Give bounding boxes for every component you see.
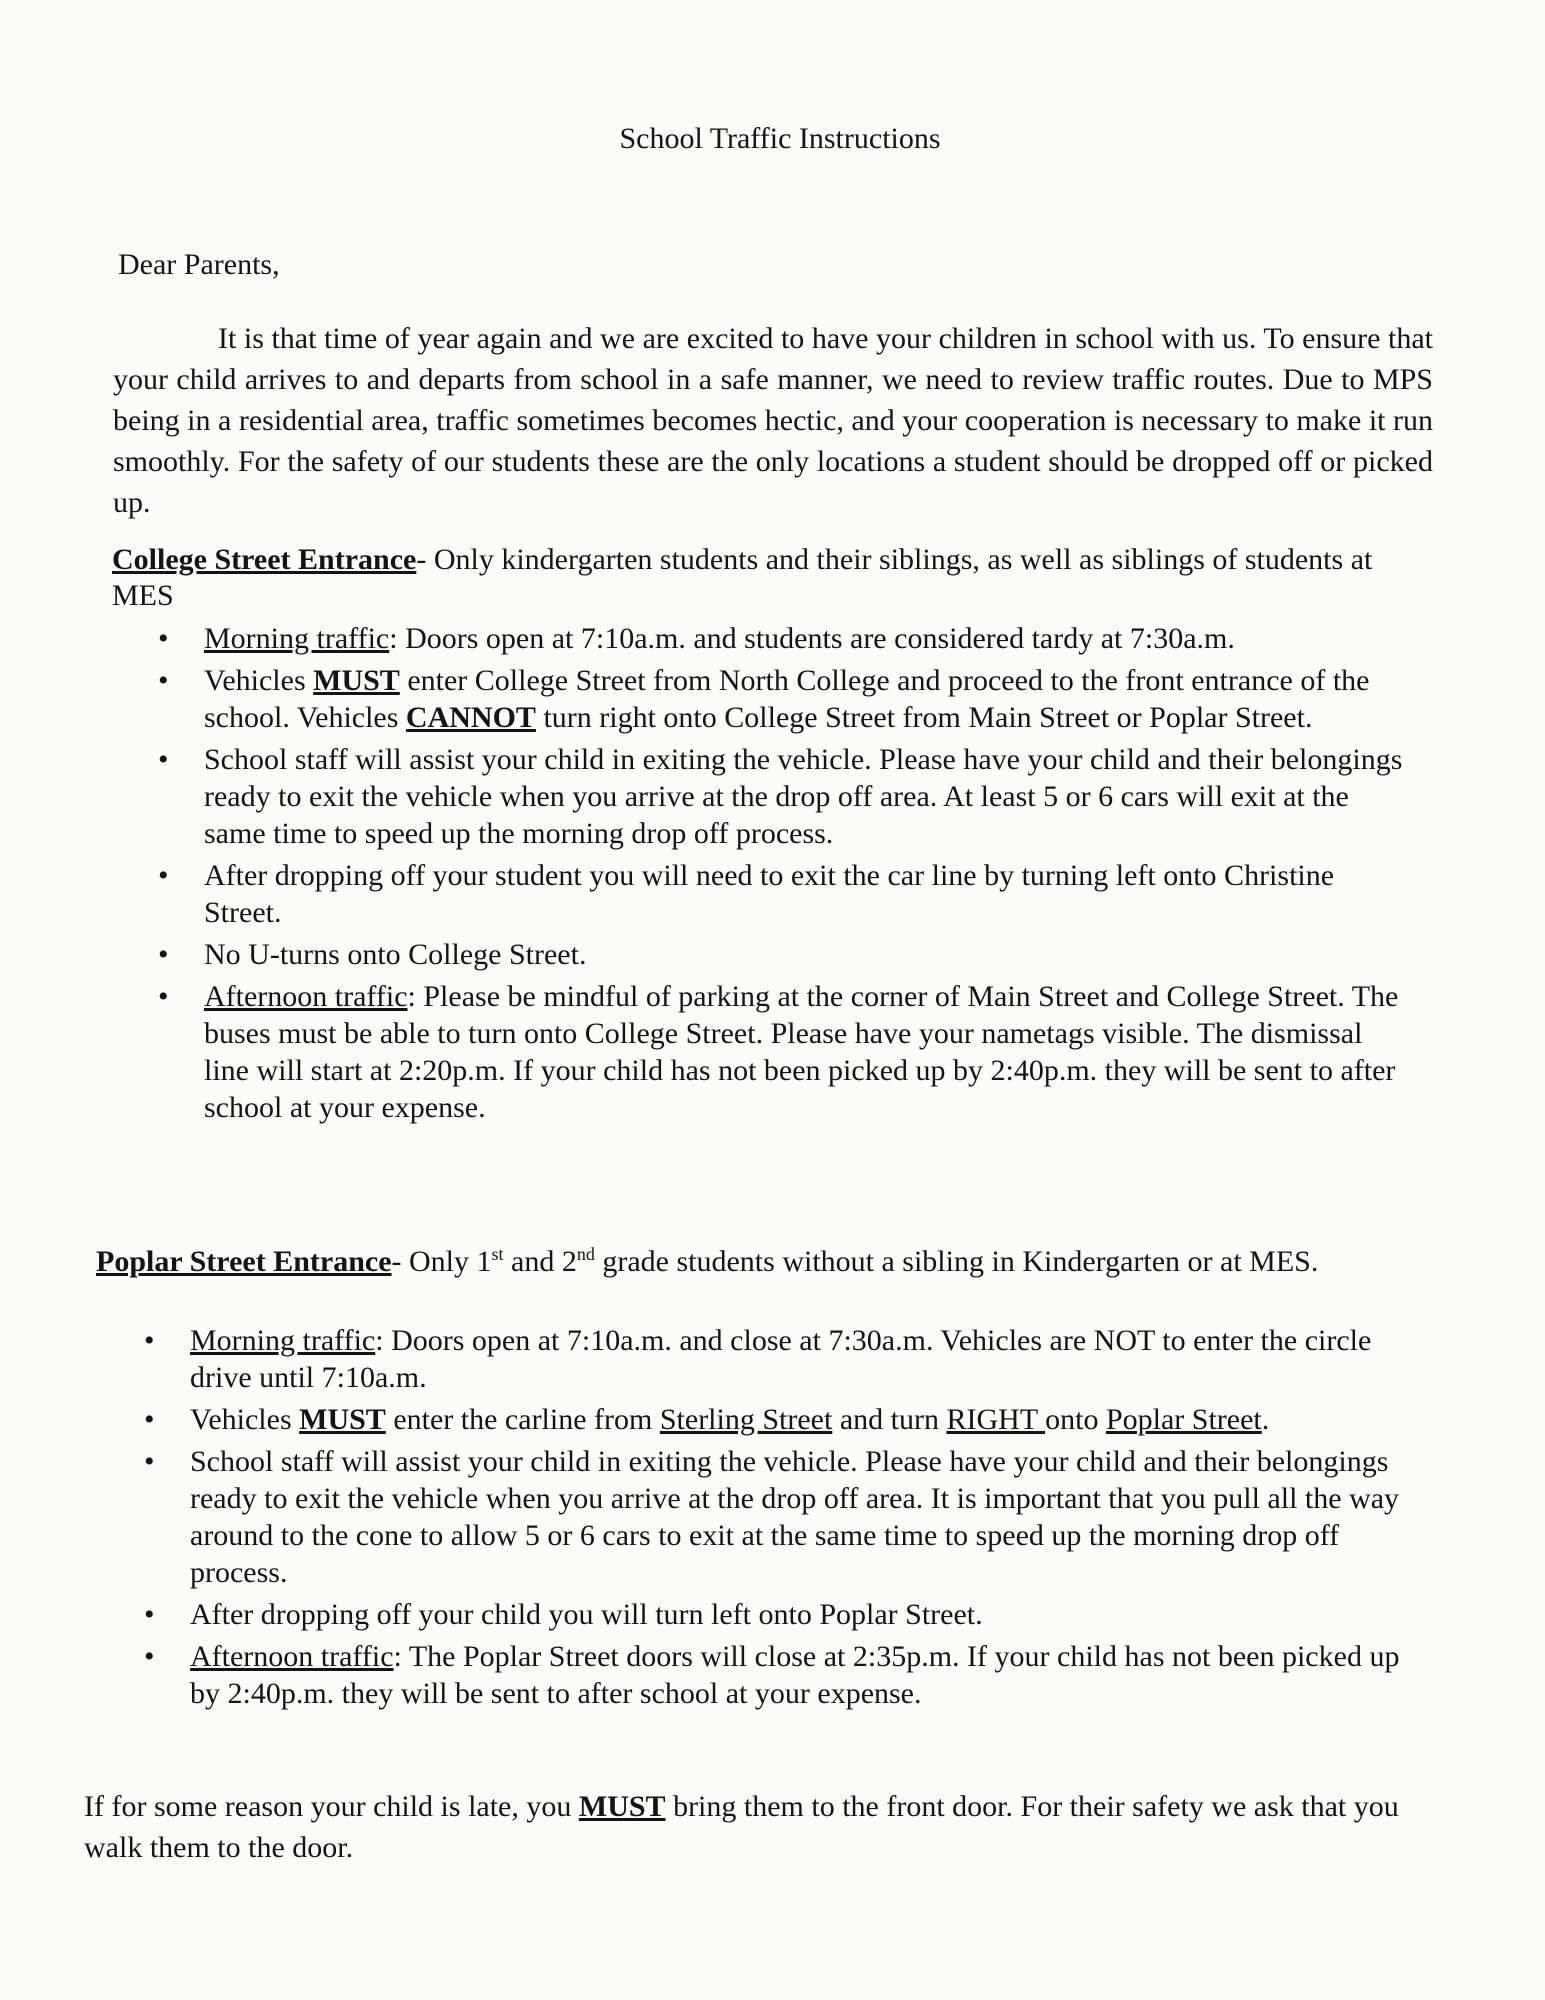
emphasis-must: MUST [578, 1790, 666, 1823]
list-item-text: : Doors open at 7:10a.m. and close at 7:30a.m. Vehicles are NOT to enter the circle drive until 7:10a.m. [190, 1324, 1372, 1394]
list-item [138, 1401, 1408, 1438]
list-item-text: : The Poplar Street doors will close at 2:35p.m. If your child has not been picked up by 2:40p.m. they will be sent to after school at your expense. [190, 1640, 1400, 1710]
morning-traffic-label: Morning traffic [204, 622, 390, 655]
list-item-text: and turn [832, 1403, 947, 1436]
sterling-street-text: Sterling Street [659, 1403, 833, 1436]
emphasis-must: MUST [313, 664, 400, 697]
list-item [138, 1443, 1408, 1591]
list-item-text: turn right onto College Street from Main Street or Poplar Street. [535, 701, 1313, 734]
college-street-heading [112, 542, 1402, 614]
college-street-label: College Street Entrance [112, 543, 417, 576]
list-item-text: School staff will assist your child in exiting the vehicle. Please have your child and their belongings ready to exit the vehicle when you arrive at the drop off area. At least 5 or 6 cars will exit at the same time to speed up the morning drop off process. [204, 743, 1403, 850]
list-item-text: After dropping off your child you will turn left onto Poplar Street. [190, 1598, 983, 1631]
list-item [138, 1638, 1408, 1712]
closing-text: If for some reason your child is late, you [84, 1790, 579, 1823]
poplar-street-label: Poplar Street Entrance [96, 1245, 392, 1278]
poplar-street-list [138, 1322, 1408, 1717]
ordinal-suffix: st [491, 1244, 504, 1264]
list-item-text: enter the carline from [385, 1403, 660, 1436]
afternoon-traffic-label: Afternoon traffic [204, 980, 408, 1013]
poplar-street-heading [96, 1244, 1396, 1280]
list-item-text: Vehicles [190, 1403, 300, 1436]
list-item [138, 1322, 1408, 1396]
list-item [152, 978, 1412, 1126]
list-item-text: School staff will assist your child in exiting the vehicle. Please have your child and their belongings ready to exit the vehicle when you arrive at the drop off area. It is important that you pull all the way around to the cone to allow 5 or 6 cars to exit at the same time to speed up the morning drop off process. [190, 1445, 1400, 1589]
college-street-desc: - Only kindergarten students and their siblings, as well as siblings of students at MES [112, 543, 1373, 612]
ordinal-suffix: nd [576, 1244, 595, 1264]
list-item [152, 936, 1412, 973]
intro-paragraph: It is that time of year again and we are excited to have your children in school with us. To ensure that your child arrives to and departs from school in a safe manner, we need to review traffic routes. Due to MPS being in a residential area, traffic sometimes becomes hectic, and your cooperation is necessary to make it run smoothly. For the safety of our students these are the only locations a student should be dropped off or picked up. [113, 322, 1433, 519]
list-item-text: No U-turns onto College Street. [204, 938, 587, 971]
closing-text: bring them to the front door. For their safety we ask that you walk them to the door. [84, 1790, 1399, 1864]
list-item [152, 620, 1412, 657]
list-item-text: . [1261, 1403, 1270, 1436]
closing-paragraph [84, 1786, 1404, 1868]
list-item-text: onto [1045, 1403, 1106, 1436]
list-item [152, 662, 1412, 736]
list-item-text: : Doors open at 7:10a.m. and students are considered tardy at 7:30a.m. [389, 622, 1235, 655]
list-item-text: Vehicles [204, 664, 314, 697]
list-item [152, 741, 1412, 852]
page-title: School Traffic Instructions [619, 122, 941, 155]
list-item-text: : Please be mindful of parking at the corner of Main Street and College Street. The buses must be able to turn onto College Street. Please have your nametags visible. The dismissal line will start at 2:20p.m. If your child has not been picked up by 2:40p.m. they will be sent to after school at your expense. [204, 980, 1399, 1124]
salutation: Dear Parents, [118, 248, 280, 281]
emphasis-right: RIGHT [946, 1403, 1046, 1436]
emphasis-cannot: CANNOT [405, 701, 536, 734]
poplar-street-desc: grade students without a sibling in Kindergarten or at MES. [594, 1245, 1319, 1278]
list-item [152, 857, 1412, 931]
list-item-text: After dropping off your student you will need to exit the car line by turning left onto Christine Street. [204, 859, 1335, 929]
emphasis-must: MUST [299, 1403, 386, 1436]
poplar-street-desc: - Only 1 [391, 1245, 492, 1278]
morning-traffic-label: Morning traffic [190, 1324, 376, 1357]
college-street-list [152, 620, 1412, 1131]
poplar-street-text: Poplar Street [1105, 1403, 1262, 1436]
list-item-text: enter College Street from North College and proceed to the front entrance of the school. Vehicles [204, 664, 1370, 734]
list-item [138, 1596, 1408, 1633]
poplar-street-desc: and 2 [503, 1245, 577, 1278]
afternoon-traffic-label: Afternoon traffic [190, 1640, 394, 1673]
